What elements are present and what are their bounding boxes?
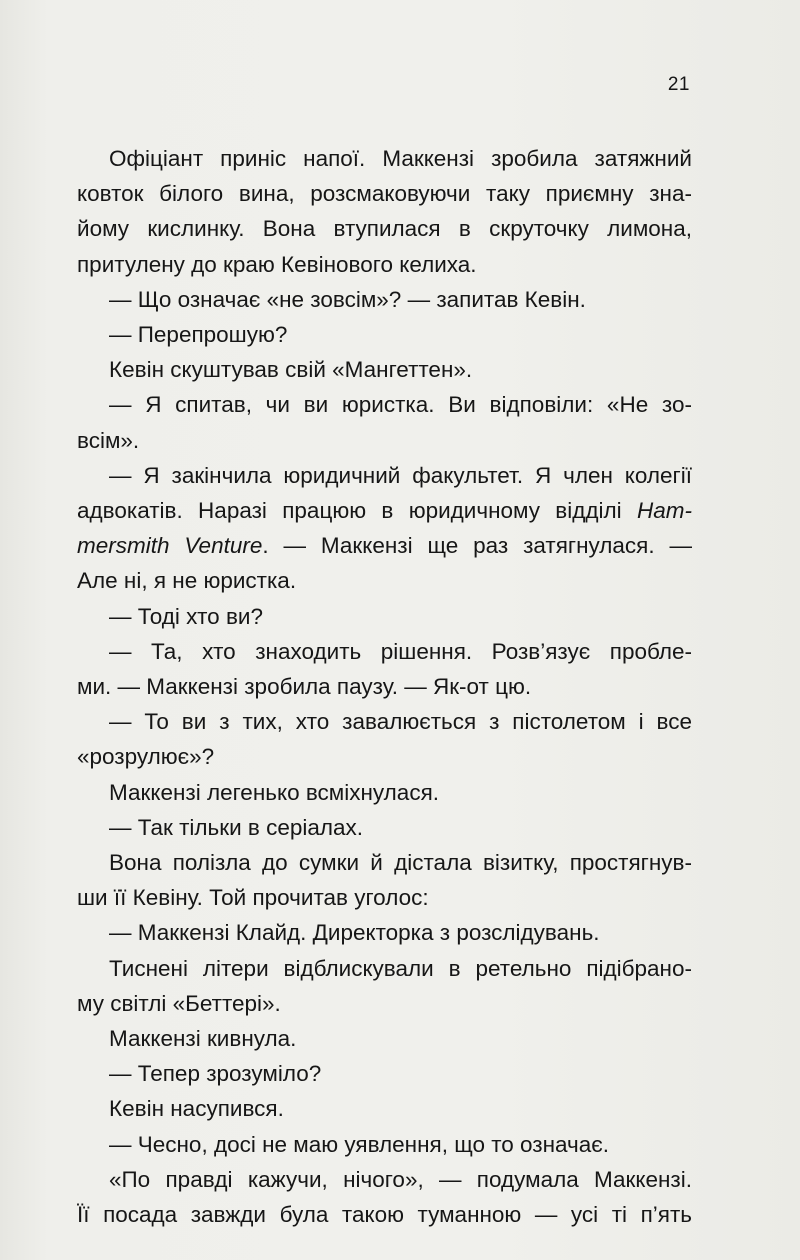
- text-line: — Я спитав, чи ви юристка. Ви відповіли: «Не зо-: [109, 392, 692, 418]
- text-line: — Я закінчила юридичний факультет. Я член колегії: [109, 462, 692, 488]
- text-line: Маккензі кивнула.: [109, 1026, 297, 1052]
- text-line: Тиснені літери відблискували в ретельно підібрано-: [109, 955, 692, 981]
- text-line: Вона полізла до сумки й дістала візитку, простягнув-: [109, 850, 692, 876]
- text-line: Маккензі легенько всміхнулася.: [109, 779, 440, 805]
- page-number: 21: [667, 74, 690, 95]
- italic-text: mersmith Venture: [77, 533, 263, 559]
- text-line: ми. — Маккензі зробила паузу. — Як-от цю.: [77, 674, 532, 700]
- text-line: — Та, хто знаходить рішення. Розв’язує пробле-: [109, 638, 692, 664]
- text-line: mersmith Venture. — Маккензі ще раз затягнулася. —: [77, 533, 692, 559]
- text-line: Кевін скуштував свій «Мангеттен».: [109, 357, 473, 383]
- text-line: — Тоді хто ви?: [109, 603, 263, 629]
- text-line: притулену до краю Кевінового келиха.: [77, 251, 477, 277]
- text-line: Але ні, я не юристка.: [77, 568, 297, 594]
- text-line: — Тепер зрозуміло?: [109, 1061, 322, 1087]
- text-line: — То ви з тих, хто завалюється з пістолетом і все: [109, 709, 692, 735]
- text-line: Офіціант приніс напої. Маккензі зробила затяжний: [109, 146, 692, 171]
- text-line: — Чесно, досі не маю уявлення, що то означає.: [109, 1131, 610, 1157]
- text-line: «розрулює»?: [77, 744, 215, 770]
- text-line: адвокатів. Наразі працюю в юридичному відділі Ham-: [77, 498, 692, 524]
- text-line: — Так тільки в серіалах.: [109, 814, 364, 840]
- text-line: йому кислинку. Вона втупилася в скруточку лимона,: [77, 216, 692, 242]
- text-line: «По правді кажучи, нічого», — подумала Маккензі.: [109, 1166, 692, 1192]
- text-line: му світлі «Беттері».: [77, 990, 281, 1016]
- text-line: — Що означає «не зовсім»? — запитав Кевін.: [109, 286, 586, 312]
- italic-text: Ham-: [637, 498, 692, 524]
- text-line: Її посада завжди була такою туманною — усі ті п’ять: [77, 1202, 692, 1228]
- text-line: — Перепрошую?: [109, 322, 288, 348]
- text-line: Кевін насупився.: [109, 1096, 284, 1122]
- body-text: [77, 141, 692, 1232]
- text-line: ши її Кевіну. Той прочитав уголос:: [77, 885, 429, 911]
- text-line: ковток білого вина, розсмаковуючи таку приємну зна-: [77, 181, 692, 207]
- text-line: всім».: [77, 427, 140, 453]
- text-line: — Маккензі Клайд. Директорка з розслідувань.: [109, 920, 600, 946]
